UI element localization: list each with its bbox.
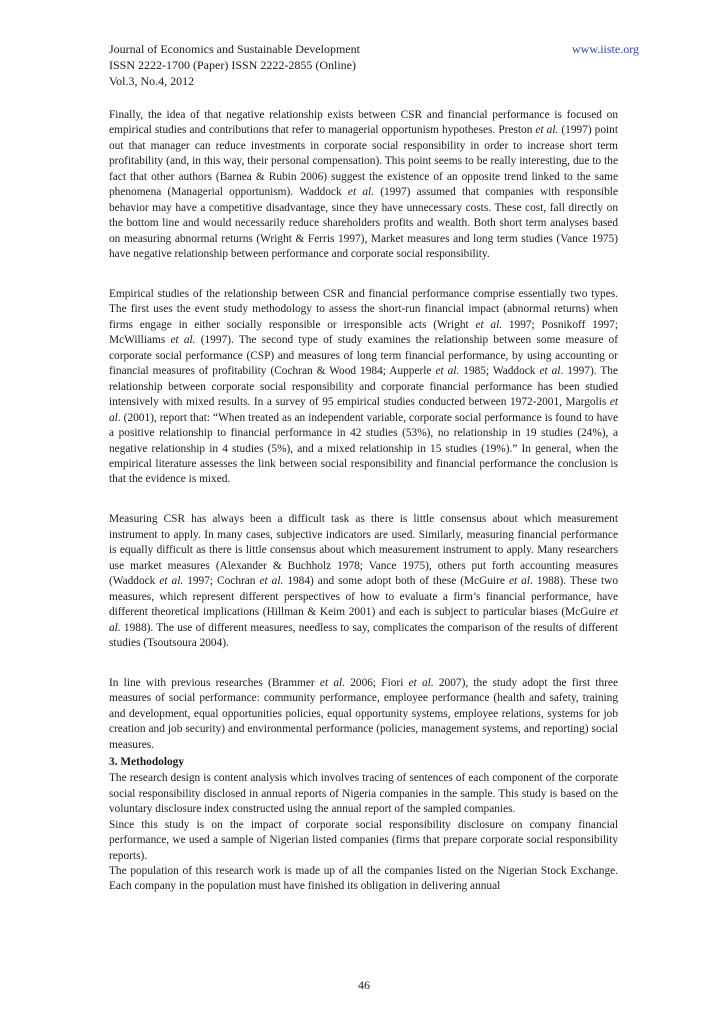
italic-text: et al bbox=[319, 677, 343, 689]
italic-text: et al. bbox=[475, 318, 503, 331]
italic-text: et al bbox=[508, 575, 530, 588]
paragraph bbox=[109, 287, 618, 488]
paragraph bbox=[109, 818, 618, 864]
issn-line: ISSN 2222-1700 (Paper) ISSN 2222-2855 (Online) bbox=[109, 58, 356, 72]
text-run: 1988). The use of different measures, needless to say, complicates the comparison of the results of different studies (Tsoutsoura 2004). bbox=[109, 621, 618, 650]
section-heading: 3. Methodology bbox=[109, 756, 184, 769]
text-run: . (2001), report that: “When treated as an independent variable, corporate social performance is found to have a positive relationship to financial performance in 42 studies (53%), no relationship in 19 studies (24%), a negative relationship in 4 studies (5%), and a mixed relationship in 15 studies (19%).” In general, when the empirical literature assesses the link between social responsibility and financial performance the conclusion is that the evidence is mixed. bbox=[109, 411, 618, 486]
text-run: 1997; Cochran bbox=[183, 575, 260, 588]
italic-text: et al. bbox=[435, 365, 460, 378]
text-run: The research design is content analysis which involves tracing of sentences of each component of the corporate social responsibility disclosed in annual reports of Nigeria companies in the sample. This study is based on the voluntary disclosure index constructed using the annual report of the sampled companies. bbox=[109, 772, 618, 816]
body-text bbox=[109, 108, 618, 895]
text-run: 1997; Posnikoff 1997; McWilliams bbox=[109, 318, 618, 347]
text-run: 1985; Waddock bbox=[459, 365, 540, 378]
page-number: 46 bbox=[358, 978, 370, 992]
paragraph bbox=[109, 864, 618, 895]
italic-text: et al. bbox=[535, 124, 559, 137]
website-link[interactable]: www.iiste.org bbox=[572, 42, 639, 56]
text-run: Empirical studies of the relationship between CSR and financial performance comprise essentially two types. The first uses the event study methodology to assess the short-run financial impact (abnormal returns) when firms engage in either socially responsible or irresponsible acts (Wright bbox=[109, 288, 618, 331]
journal-title: Journal of Economics and Sustainable Development bbox=[109, 42, 360, 56]
text-run: 1984) and some adopt both of these (McGuire bbox=[283, 575, 509, 588]
italic-text: et al. bbox=[347, 186, 374, 199]
italic-text: et al. bbox=[259, 575, 284, 588]
text-run: 2007), the study adopt the first three measures of social performance: community performance, employee performance (health and safety, training and development, equal opportunities policies, equal opportunity systems, employee relations, systems for job creation and job security) and environmental performance (policies, management systems, and reporting) social measures. bbox=[109, 677, 618, 751]
text-run: (1997). The second type of study examines the relationship between some measure of corporate social performance (CSP) and measures of long term financial performance, by using accounting or financial measures of profitability (Cochran & Wood 1984; Aupperle bbox=[109, 334, 619, 378]
italic-text: et al. bbox=[408, 677, 434, 689]
italic-text: et al. bbox=[170, 334, 196, 347]
italic-text: et al bbox=[109, 396, 618, 424]
paragraph bbox=[109, 512, 618, 651]
text-run: . 1997). The relationship between corporate social responsibility and corporate financial performance has been studied intensively with mixed results. In a survey of 95 empirical studies conducted between 1972-2001, Margolis bbox=[109, 365, 618, 409]
italic-text: et al. bbox=[159, 575, 184, 588]
page-header bbox=[109, 41, 639, 89]
paragraph bbox=[109, 771, 618, 817]
text-run: . 1988). These two measures, which represent different perspectives of how to evaluate a firm’s financial performance, have different theoretical implications (Hillman & Keim 2001) and each is subject to particular biases (McGuire bbox=[109, 575, 619, 619]
italic-text: et al. bbox=[109, 606, 618, 634]
text-run: The population of this research work is made up of all the companies listed on the Nigerian Stock Exchange. Each company in the population must have finished its obligation in delivering annual bbox=[109, 864, 618, 893]
text-run: In line with previous researches (Brammer bbox=[109, 677, 320, 689]
text-run: Measuring CSR has always been a difficult task as there is little consensus about which measurement instrument to apply. In many cases, subjective indicators are used. Similarly, measuring financial performance is equally difficult as there is little consensus about which measurement instrument to apply. Many researchers use market measures (Alexander & Buchholz 1978; Vance 1975), others put forth accounting measures (Waddock bbox=[109, 513, 618, 588]
text-run: (1997) point out that manager can reduce investments in corporate social responsibility in order to increase short term profitability (and, in this way, their personal compensation). This point seems to be really interesting, due to the fact that other authors (Barnea & Rubin 2006) suggest the existence of an opposite trend linked to the same phenomena (Managerial opportunism). Waddock bbox=[109, 124, 618, 199]
text-run: (1997) assumed that companies with responsible behavior may have a competitive disadvantage, since they have unnecessary costs. These cost, fall directly on the bottom line and would necessarily reduce shareholders profits and wealth. Both short term analyses based on measuring abnormal returns (Wright & Ferris 1997), Market measures and long term studies (Vance 1975) have negative relationship between performance and corporate social responsibility. bbox=[109, 186, 618, 261]
volume-line: Vol.3, No.4, 2012 bbox=[109, 74, 195, 88]
italic-text: et al bbox=[539, 365, 561, 378]
text-run: . 2006; Fiori bbox=[342, 677, 409, 689]
text-run: Finally, the idea of that negative relationship exists between CSR and financial performance is focused on empirical studies and contributions that refer to managerial opportunism hypotheses. Preston bbox=[109, 109, 618, 137]
paragraph bbox=[109, 676, 618, 753]
paragraph bbox=[109, 108, 618, 263]
text-run: Since this study is on the impact of corporate social responsibility disclosure on company financial performance, we used a sample of Nigerian listed companies (firms that prepare corporate social responsibility reports). bbox=[109, 818, 618, 862]
